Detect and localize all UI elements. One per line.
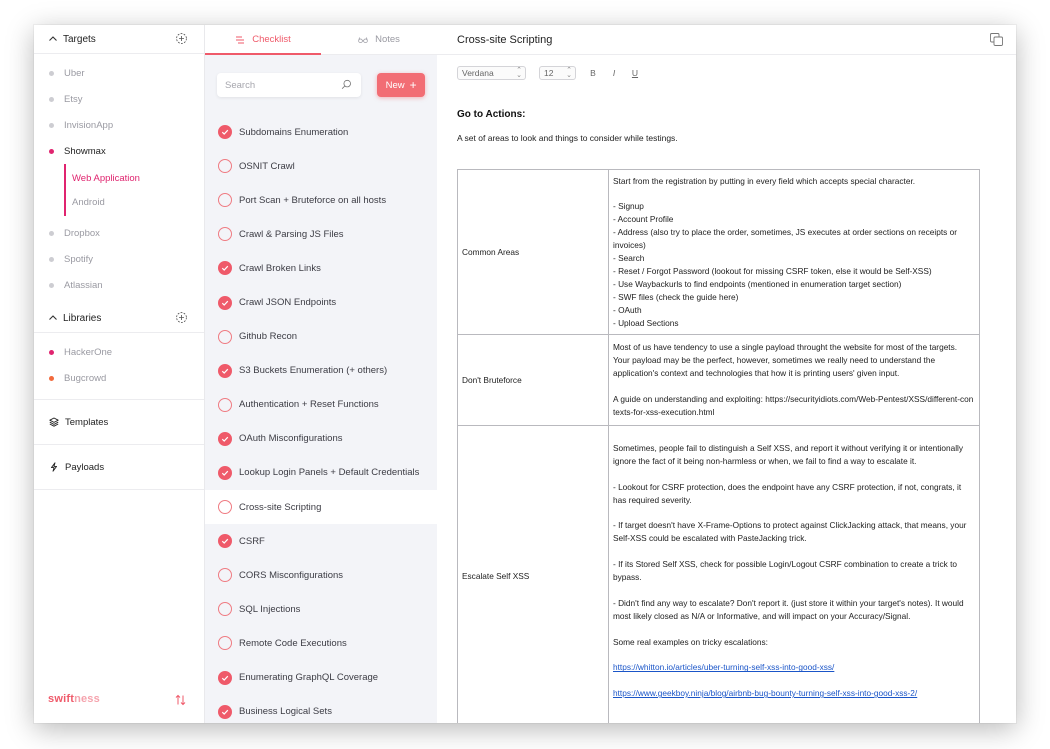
status-dot [49,376,54,381]
text-paragraph: - Didn't find any way to escalate? Don't report it. (just store it within your target's notes). It would most likely closed as N/A or Informative, and will impact on your Accuracy/Signal. [613,597,964,621]
tab-checklist[interactable] [205,25,321,54]
check-circle-icon[interactable] [218,296,232,310]
checklist-item[interactable] [205,388,437,422]
checklist-item[interactable] [205,354,437,388]
checklist-item-label: OAuth Misconfigurations [239,433,343,445]
text-line: - OAuth [613,304,642,315]
sidebar-item-label: Etsy [64,93,83,105]
libraries-title: Libraries [63,312,102,324]
glasses-icon [358,35,368,45]
checklist-item[interactable] [205,661,437,695]
checklist-item[interactable] [205,456,437,490]
status-dot [49,257,54,262]
brand-part-a: swift [48,693,75,705]
empty-circle-icon[interactable] [218,500,232,514]
text-paragraph: Most of us have tendency to use a single payload throught the website for most of the targets. Your payload may be the perfect, however, sometimes we really need to understand the application's context and technologies that how it is printing users' given input. [613,342,958,379]
checklist-item-label: CORS Misconfigurations [239,569,344,581]
add-library-icon[interactable] [175,311,188,324]
check-circle-icon[interactable] [218,125,232,139]
sidebar-templates[interactable] [34,400,204,444]
checklist-item-label: Crawl Broken Links [239,262,321,274]
check-circle-icon[interactable] [218,466,232,480]
table-row [458,426,980,724]
link-text[interactable]: https://whitton.io/articles/uber-turning-self-xss-into-good-xss/ [613,662,835,673]
check-circle-icon[interactable] [218,261,232,275]
sidebar-item-etsy[interactable] [34,86,204,112]
search-input[interactable] [225,80,335,91]
sort-icon[interactable] [175,694,186,706]
app-window [34,25,1016,723]
text-paragraph: - If its Stored Self XSS, check for possible Login/Logout CSRF combination to create a trick to bypass. [613,559,958,583]
search-box [217,73,361,97]
checklist-item-label: Subdomains Enumeration [239,126,349,138]
text-line: - Account Profile [613,214,674,225]
row-label: Common Areas [458,170,609,335]
sidebar-item-showmax[interactable] [34,138,204,164]
updown-arrows-icon: ⌃ ⌄ [566,67,572,79]
checklist-item[interactable] [205,422,437,456]
row-label: Don't Bruteforce [458,335,609,426]
brand-logo [48,693,100,705]
new-button[interactable] [377,73,425,97]
checklist-tools [205,55,437,115]
sidebar-item-label: InvisionApp [64,119,114,131]
check-circle-icon[interactable] [218,534,232,548]
layers-icon [49,417,59,427]
checklist-item[interactable] [205,695,437,723]
chevron-up-icon[interactable] [48,313,58,323]
section-heading: Go to Actions: [457,109,526,120]
status-dot [49,149,54,154]
sidebar-item-atlassian[interactable] [34,272,204,298]
payloads-label: Payloads [65,461,105,473]
checklist-item-label: Lookup Login Panels + Default Credentials [239,467,420,479]
showmax-sub-list [64,164,204,216]
font-family-value: Verdana [462,68,494,78]
plus-icon: + [409,78,417,92]
copy-icon[interactable] [989,32,1004,47]
checklist-item-label: Crawl & Parsing JS Files [239,228,344,240]
sidebar-item-label: Bugcrowd [64,372,107,384]
sidebar-item-label: Uber [64,67,85,79]
checklist-item-label: OSNIT Crawl [239,160,295,172]
text-paragraph: Some real examples on tricky escalations: [613,636,768,647]
table-row [458,170,980,335]
checklist-item-label: CSRF [239,535,265,547]
targets-header[interactable] [34,25,204,53]
status-dot [49,71,54,76]
editor-content[interactable] [437,91,1016,723]
text-line: - Address (also try to place the order, sometimes, JS executes at order sections on receipts or invoices) [613,227,958,251]
panel-tabs [205,25,437,55]
lightning-icon [49,462,59,472]
chevron-up-icon[interactable] [48,34,58,44]
text-paragraph: A guide on understanding and exploiting: https://securityidiots.com/Web-Pentest/XSS/different-contexts-for-xss-execution.html [613,393,974,417]
empty-circle-icon[interactable] [218,159,232,173]
empty-circle-icon[interactable] [218,636,232,650]
sidebar-item-label: Showmax [64,145,106,157]
targets-title: Targets [63,33,96,45]
checklist-item[interactable] [205,285,437,319]
checklist-item[interactable] [205,558,437,592]
sidebar-item-invisionapp[interactable] [34,112,204,138]
editor-panel [437,25,1016,723]
empty-circle-icon[interactable] [218,330,232,344]
checklist-item-label: Enumerating GraphQL Coverage [239,672,379,684]
checklist-item[interactable] [205,183,437,217]
checklist-item-label: S3 Buckets Enumeration (+ others) [239,365,388,377]
editor-header [437,25,1016,55]
link[interactable] [613,661,975,674]
checklist-item-label: Remote Code Executions [239,637,347,649]
text-line: - SWF files (check the guide here) [613,291,739,302]
updown-arrows-icon: ⌃ ⌄ [516,67,522,79]
bold-button[interactable]: B [590,68,596,78]
new-button-label: New [385,79,405,91]
sidebar-subitem-label: Android [72,196,105,208]
sidebar-payloads[interactable] [34,445,204,489]
checklist-item-label: Port Scan + Bruteforce on all hosts [239,194,387,206]
font-size-value: 12 [544,68,554,78]
text-line: - Search [613,252,645,263]
text-line: - Reset / Forgot Password (lookout for missing CSRF token, else it would be Self-XSS) [613,265,932,276]
sidebar-item-label: HackerOne [64,346,113,358]
text-line: - Use Waybackurls to find endpoints (mentioned in enumeration target section) [613,278,902,289]
sidebar-item-dropbox[interactable] [34,220,204,246]
status-dot [49,123,54,128]
libraries-list [34,333,204,395]
showmax-subtree [34,164,204,216]
divider [34,489,204,490]
checklist-item-label: Authentication + Reset Functions [239,399,379,411]
table-row [458,335,980,426]
checklist-item[interactable] [205,320,437,354]
checklist-item[interactable] [205,217,437,251]
checklist-item-label: Github Recon [239,331,298,343]
checklist-item-label: Crawl JSON Endpoints [239,297,337,309]
text-line: - Signup [613,201,644,212]
checklist-item[interactable] [205,626,437,660]
search-icon[interactable] [341,79,352,90]
check-circle-icon[interactable] [218,432,232,446]
row-content [609,335,980,426]
empty-circle-icon[interactable] [218,193,232,207]
blank-line [613,187,975,200]
checklist-item-label: SQL Injections [239,603,301,615]
link-text[interactable]: https://www.geekboy.ninja/blog/airbnb-bug-bounty-turning-self-xss-into-good-xss-2/ [613,688,918,699]
link[interactable] [613,687,975,700]
text-line: Start from the registration by putting in every field which accepts special character. [613,175,916,186]
check-circle-icon[interactable] [218,671,232,685]
sidebar-subitem-label: Web Application [72,172,140,184]
empty-circle-icon[interactable] [218,602,232,616]
row-content [609,426,980,724]
checklist-item[interactable] [205,251,437,285]
sidebar-item-label: Dropbox [64,227,100,239]
status-dot [49,97,54,102]
checklist-item-label: Cross-site Scripting [239,501,322,513]
status-dot [49,350,54,355]
sidebar-item-label: Spotify [64,253,94,265]
sidebar-subitem-web-application[interactable] [66,166,204,190]
row-label: Escalate Self XSS [458,426,609,724]
check-circle-icon[interactable] [218,364,232,378]
checklist-item[interactable] [205,490,437,524]
checklist-item[interactable] [205,592,437,626]
format-toolbar [437,55,1016,91]
checklist-item[interactable] [205,149,437,183]
empty-circle-icon[interactable] [218,227,232,241]
checklist-item-label: Business Logical Sets [239,706,332,718]
intro-text: A set of areas to look and things to consider while testings. [457,133,678,143]
checklist-icon [235,35,245,45]
templates-label: Templates [65,416,109,428]
font-size-select[interactable] [539,66,576,80]
tab-label: Notes [375,34,400,45]
font-family-select[interactable] [457,66,526,80]
italic-button[interactable]: I [612,68,616,78]
targets-list [34,54,204,302]
row-content [609,170,980,335]
add-target-icon[interactable] [175,32,188,45]
text-line: - Upload Sections [613,317,679,328]
sidebar-subitem-android[interactable] [66,190,204,214]
tab-label: Checklist [252,34,291,45]
tab-notes[interactable] [321,25,437,54]
checklist-items [205,115,437,723]
sidebar-item-label: Atlassian [64,279,103,291]
checklist-item[interactable] [205,115,437,149]
empty-circle-icon[interactable] [218,398,232,412]
sidebar [34,25,205,723]
checklist-item[interactable] [205,524,437,558]
check-circle-icon[interactable] [218,705,232,719]
status-dot [49,231,54,236]
checklist-panel [205,25,437,723]
libraries-header[interactable] [34,304,204,332]
sidebar-item-spotify[interactable] [34,246,204,272]
status-dot [49,283,54,288]
sidebar-item-hackerone[interactable] [34,339,204,365]
text-paragraph: - If target doesn't have X-Frame-Options to protect against ClickJacking attack, that means, your Self-XSS could be escalated with PasteJacking trick. [613,520,967,544]
sidebar-item-bugcrowd[interactable] [34,365,204,391]
text-paragraph: - Lookout for CSRF protection, does the endpoint have any CSRF protection, if not, congrats, it has required severity. [613,481,962,505]
notes-table [457,169,980,723]
page-title: Cross-site Scripting [457,33,553,46]
underline-button[interactable]: U [631,68,639,78]
empty-circle-icon[interactable] [218,568,232,582]
sidebar-item-uber[interactable] [34,60,204,86]
text-paragraph: Sometimes, people fail to distinguish a Self XSS, and report it without verifying it or intentionally ignore the fact of it being non-harmless or when, we fail to find a way to escalate it. [613,443,964,466]
brand-part-b: ness [74,693,100,705]
